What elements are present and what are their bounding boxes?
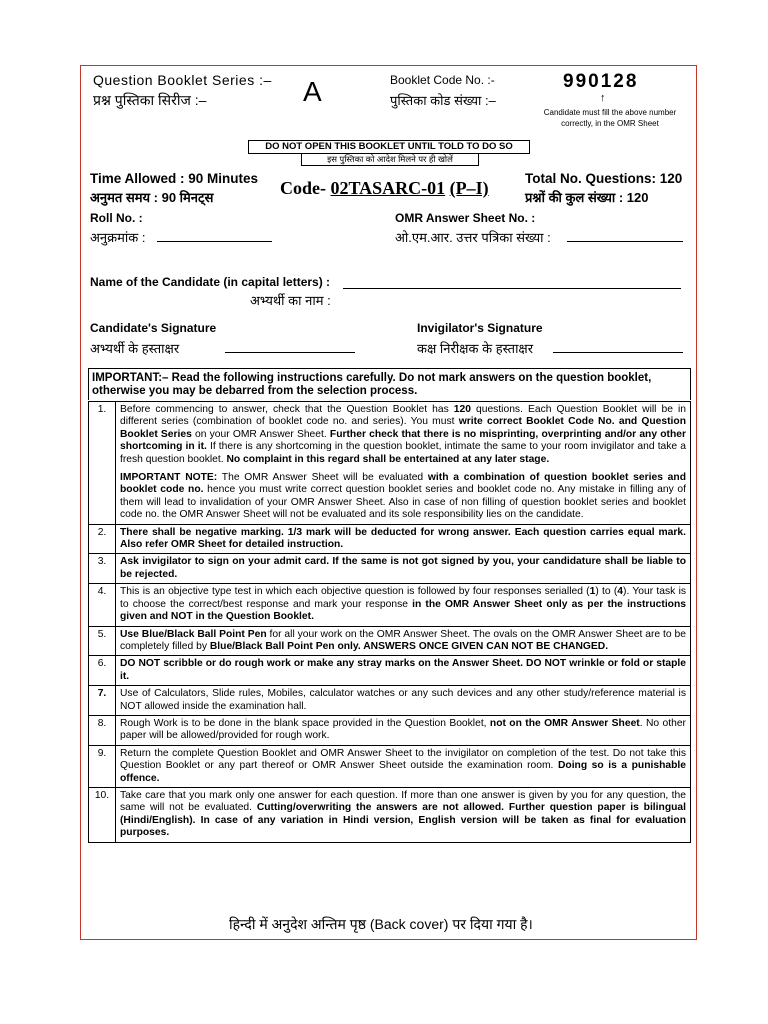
series-label-hi: प्रश्न पुस्तिका सिरीज :– (93, 92, 207, 108)
omr-no-field[interactable] (567, 229, 683, 242)
roll-no-label-hi: अनुक्रमांक : (90, 230, 146, 245)
time-allowed-hi: अनुमत समय : 90 मिनट्स (90, 190, 214, 205)
exam-code (280, 178, 489, 199)
important-header: IMPORTANT:– Read the following instructions carefully. Do not mark answers on the question booklet, otherwise you may be debarred from the selection process. (88, 368, 691, 400)
instruction-text: There shall be negative marking. 1/3 mark will be deducted for wrong answer. Each question carries equal mark. Also refer OMR Sheet for detailed instruction. (116, 524, 691, 554)
instructions-table (88, 401, 691, 843)
instruction-row (89, 656, 691, 686)
candidate-signature-label-hi: अभ्यर्थी के हस्ताक्षर (90, 341, 180, 356)
candidate-name-field[interactable] (343, 276, 681, 289)
instruction-row (89, 686, 691, 716)
omr-no-label-en: OMR Answer Sheet No. : (395, 211, 536, 225)
candidate-name-label-hi: अभ्यर्थी का नाम : (250, 293, 331, 308)
series-label-en: Question Booklet Series :– (93, 72, 272, 88)
instruction-row (89, 745, 691, 787)
total-questions-en: Total No. Questions: 120 (525, 171, 683, 186)
instruction-number: 9. (89, 745, 116, 787)
instruction-number: 5. (89, 626, 116, 656)
exam-code-part: (P–I) (449, 178, 489, 198)
instruction-text: Rough Work is to be done in the blank space provided in the Question Booklet, not on the OMR Answer Sheet. No other paper will be allowed/provided for rough work. (116, 715, 691, 745)
footer-note: हिन्दी में अनुदेश अन्तिम पृष्ठ (Back cover) पर दिया गया है। (229, 916, 533, 932)
booklet-code-label-en: Booklet Code No. :- (390, 73, 495, 87)
instruction-text: Use Blue/Black Ball Point Pen for all your work on the OMR Answer Sheet. The ovals on the OMR Answer Sheet are to be completely filled by Blue/Black Ball Point Pen only. ANSWERS ONCE GIVEN CAN NOT BE CHANGED. (116, 626, 691, 656)
candidate-signature-label-en: Candidate's Signature (90, 321, 217, 335)
invigilator-signature-field[interactable] (553, 340, 683, 353)
instruction-number: 6. (89, 656, 116, 686)
instruction-row (89, 524, 691, 554)
roll-no-label-en: Roll No. : (90, 211, 143, 225)
instruction-text: Return the complete Question Booklet and OMR Answer Sheet to the invigilator on completion of the test. Do not take this Question Booklet or any part thereof or OMR Answer Sheet outside the examination room. Doing so is a punishable offence. (116, 745, 691, 787)
time-allowed-en: Time Allowed : 90 Minutes (90, 171, 259, 186)
arrow-up-icon: ↑ (600, 92, 606, 104)
candidate-signature-field[interactable] (225, 340, 355, 353)
instruction-text: Ask invigilator to sign on your admit card. If the same is not got signed by you, your candidature shall be liable to be rejected. (116, 554, 691, 584)
total-questions-hi: प्रश्नों की कुल संख्या : 120 (525, 190, 649, 205)
instruction-row (89, 402, 691, 525)
instruction-text: DO NOT scribble or do rough work or make any stray marks on the Answer Sheet. DO NOT wrinkle or fold or staple it. (116, 656, 691, 686)
instruction-number: 7. (89, 686, 116, 716)
invigilator-signature-label-en: Invigilator's Signature (417, 321, 543, 335)
instruction-text: This is an objective type test in which each objective question is followed by four responses serialled (1) to (4). Your task is to choose the correct/best response and mark your response in the OMR Answer Sheet only as per the instructions given and NOT in the Question Booklet. (116, 584, 691, 626)
booklet-code-label-hi: पुस्तिका कोड संख्या :– (390, 93, 496, 108)
candidate-note: Candidate must fill the above number correctly, in the OMR Sheet (543, 108, 677, 128)
instruction-text: Before commencing to answer, check that the Question Booklet has 120 questions. Each Question Booklet will be in different series (combination of booklet code no. and series). You must write correct Booklet Code No. and Question Booklet Series on your OMR Answer Sheet. Further check that there is no misprinting, overprinting and/or any other shortcoming in it. If there is any shortcoming in the question booklet, intimate the same to your room invigilator and take a fresh question booklet. No complaint in this regard shall be entertained at any later stage. IMPORTANT NOTE: The OMR Answer Sheet will be evaluated with a combination of question booklet series and booklet code no. hence you must write correct question booklet series and booklet code no. Any mistake in filling any of them will lead to invalidation of your OMR Answer Sheet. Also in case of non filling of question booklet series and booklet code no. the OMR Answer Sheet will not be evaluated and its sole responsibility lies on the candidate. (116, 402, 691, 525)
instruction-text: Use of Calculators, Slide rules, Mobiles, calculator watches or any such devices and any other study/reference material is NOT allowed inside the examination hall. (116, 686, 691, 716)
exam-code-prefix: Code- (280, 178, 331, 198)
instruction-row (89, 715, 691, 745)
instruction-row (89, 554, 691, 584)
series-value: A (303, 76, 322, 107)
instruction-row (89, 626, 691, 656)
warning-hi: इस पुस्तिका को आदेश मिलने पर ही खोलें (301, 153, 479, 166)
instruction-text: Take care that you mark only one answer for each question. If more than one answer is given by you for any question, the same will not be evaluated. Cutting/overwriting the answers are not allowed. Further question paper is bilingual (Hindi/English). In case of any variation in Hindi version, English version will be taken as final for evaluation purposes. (116, 787, 691, 842)
booklet-code-value: 990128 (563, 71, 639, 92)
invigilator-signature-label-hi: कक्ष निरीक्षक के हस्ताक्षर (417, 341, 534, 356)
instruction-row (89, 787, 691, 842)
roll-no-field[interactable] (157, 229, 272, 242)
omr-no-label-hi: ओ.एम.आर. उत्तर पत्रिका संख्या : (395, 230, 551, 245)
instruction-number: 8. (89, 715, 116, 745)
instruction-number: 4. (89, 584, 116, 626)
warning-en: DO NOT OPEN THIS BOOKLET UNTIL TOLD TO DO SO (248, 140, 530, 154)
instruction-number: 3. (89, 554, 116, 584)
instruction-number: 10. (89, 787, 116, 842)
exam-code-value: 02TASARC-01 (330, 178, 446, 198)
instruction-number: 2. (89, 524, 116, 554)
instruction-number: 1. (89, 402, 116, 525)
instruction-row (89, 584, 691, 626)
candidate-name-label-en: Name of the Candidate (in capital letters) : (90, 275, 331, 289)
